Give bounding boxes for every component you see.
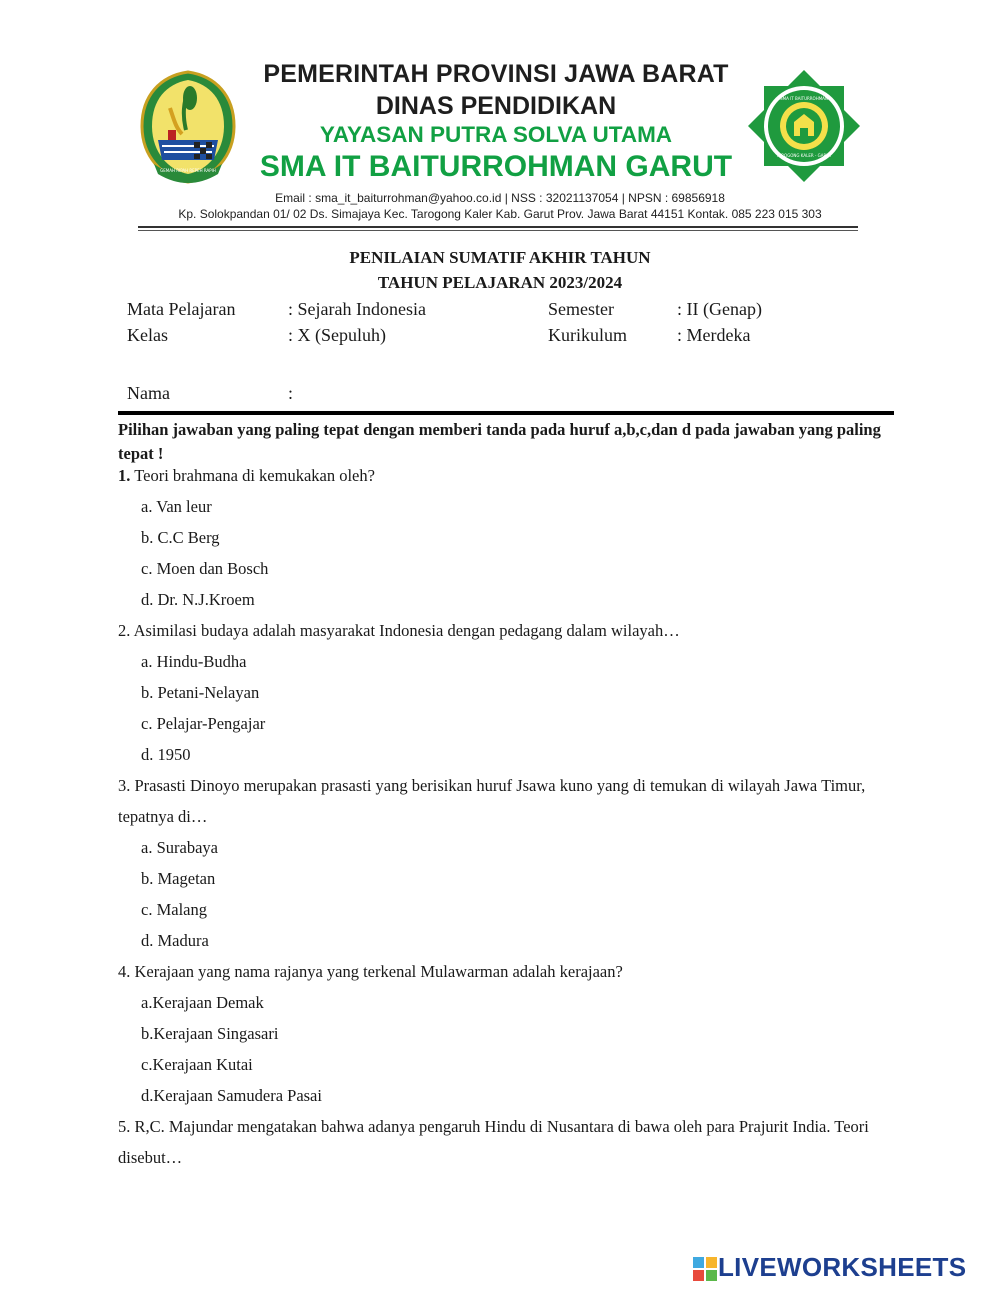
liveworksheets-brand[interactable]: LIVEWORKSHEETS xyxy=(718,1252,967,1282)
question-2-option-c[interactable]: c. Pelajar-Pengajar xyxy=(141,714,266,733)
subject-value: : Sejarah Indonesia xyxy=(288,299,426,319)
question-3-option-c[interactable]: c. Malang xyxy=(141,900,207,919)
question-4-option-a[interactable]: a.Kerajaan Demak xyxy=(141,993,264,1012)
question-3-option-b[interactable]: b. Magetan xyxy=(141,869,216,888)
liveworksheets-logo-icon xyxy=(693,1257,717,1281)
question-4-option-d[interactable]: d.Kerajaan Samudera Pasai xyxy=(141,1086,322,1105)
exam-title: PENILAIAN SUMATIF AKHIR TAHUN xyxy=(349,248,651,267)
question-1-text: Teori brahmana di kemukakan oleh? xyxy=(130,466,375,485)
question-2-option-d[interactable]: d. 1950 xyxy=(141,745,191,764)
curriculum-label: Kurikulum xyxy=(548,325,627,345)
name-value: : xyxy=(288,383,294,403)
question-1-number: 1. xyxy=(118,466,131,485)
question-4-option-c[interactable]: c.Kerajaan Kutai xyxy=(141,1055,253,1074)
question-1-option-c[interactable]: c. Moen dan Bosch xyxy=(141,559,269,578)
question-5: 5. R,C. Majundar mengatakan bahwa adanya pengaruh Hindu di Nusantara di bawa oleh para Prajurit India. Teori disebut… xyxy=(118,1117,869,1167)
sma-it-baiturrohman-emblem-icon xyxy=(746,68,862,184)
header-department: DINAS PENDIDIKAN xyxy=(375,92,617,120)
question-1-option-b[interactable]: b. C.C Berg xyxy=(141,528,220,547)
question-1 xyxy=(118,460,893,491)
semester-label: Semester xyxy=(548,299,614,319)
header-school-name: SMA IT BAITURROHMAN GARUT xyxy=(259,150,733,183)
question-4: 4. Kerajaan yang nama rajanya yang terkenal Mulawarman adalah kerajaan? xyxy=(118,962,623,981)
instruction-text: Pilihan jawaban yang paling tepat dengan memberi tanda pada huruf a,b,c,dan d pada jawaban yang paling tepat ! xyxy=(118,420,881,463)
semester-value: : II (Genap) xyxy=(677,299,762,319)
name-label: Nama xyxy=(127,383,170,403)
header-address: Kp. Solokpandan 01/ 02 Ds. Simajaya Kec. Tarogong Kaler Kab. Garut Prov. Jawa Barat 44151 Kontak. 085 223 015 303 xyxy=(178,207,822,221)
header-government: PEMERINTAH PROVINSI JAWA BARAT xyxy=(263,60,729,88)
question-2: 2. Asimilasi budaya adalah masyarakat Indonesia dengan pedagang dalam wilayah… xyxy=(118,621,680,640)
jawa-barat-motto: GEMAH RIPAH REPEH RAPIH xyxy=(160,168,216,173)
question-4-option-b[interactable]: b.Kerajaan Singasari xyxy=(141,1024,279,1043)
question-1-option-d[interactable]: d. Dr. N.J.Kroem xyxy=(141,590,255,609)
header-divider xyxy=(138,226,858,228)
question-3: 3. Prasasti Dinoyo merupakan prasasti yang berisikan huruf Jsawa kuno yang di temukan di wilayah Jawa Timur, tepatnya di… xyxy=(118,776,866,826)
curriculum-value: : Merdeka xyxy=(677,325,751,345)
school-emblem-ring-bottom: TAROGONG KALER - GARUT xyxy=(776,153,832,158)
header-foundation: YAYASAN PUTRA SOLVA UTAMA xyxy=(319,122,673,147)
class-label: Kelas xyxy=(127,325,168,345)
question-2-option-a[interactable]: a. Hindu-Budha xyxy=(141,652,247,671)
header-contact: Email : sma_it_baiturrohman@yahoo.co.id | NSS : 32021137054 | NPSN : 69856918 xyxy=(275,191,725,205)
school-emblem-ring-top: SMA IT BAITURROHMAN xyxy=(780,96,828,101)
subject-label: Mata Pelajaran xyxy=(127,299,236,319)
question-2-option-b[interactable]: b. Petani-Nelayan xyxy=(141,683,260,702)
exam-year: TAHUN PELAJARAN 2023/2024 xyxy=(377,273,623,292)
header-divider-thin xyxy=(138,230,858,231)
class-value: : X (Sepuluh) xyxy=(288,325,386,345)
question-3-option-d[interactable]: d. Madura xyxy=(141,931,209,950)
question-3-option-a[interactable]: a. Surabaya xyxy=(141,838,218,857)
section-divider xyxy=(118,411,894,415)
question-1-option-a[interactable]: a. Van leur xyxy=(141,497,212,516)
